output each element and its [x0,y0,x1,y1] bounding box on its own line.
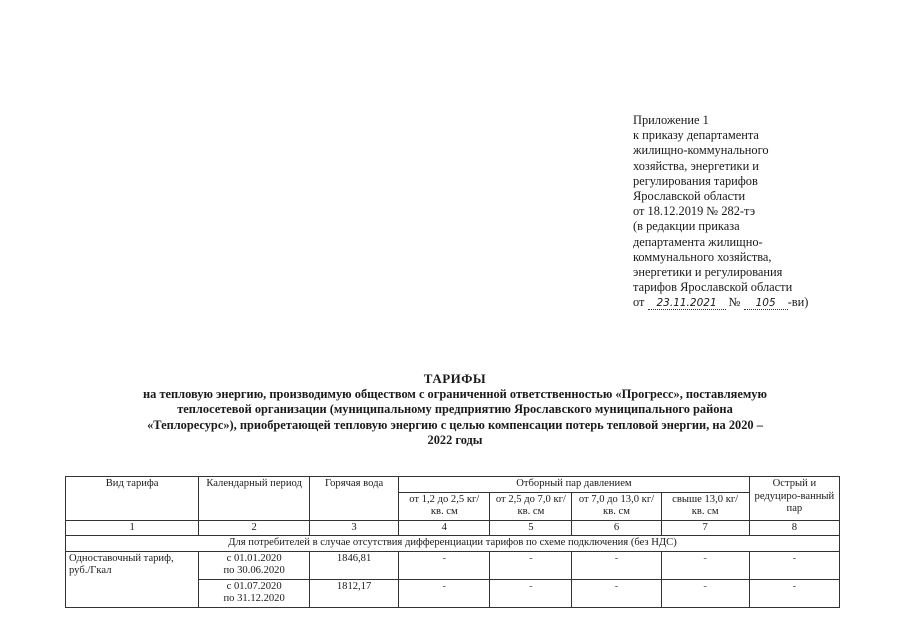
column-number: 3 [309,520,398,536]
pressure-4-value: - [661,551,749,579]
column-number: 1 [66,520,199,536]
appendix-block [633,113,893,311]
handwritten-number: 105 [744,297,788,310]
sharp-steam-value: - [749,579,839,607]
period-to: по 30.06.2020 [223,565,285,576]
sharp-steam-value: - [749,551,839,579]
column-number: 8 [749,520,839,536]
appendix-line: регулирования тарифов [633,173,758,188]
column-number: 7 [661,520,749,536]
pressure-1-value: - [399,551,490,579]
pressure-3-value: - [572,551,661,579]
pressure-2-value: - [490,579,572,607]
appendix-last-line [633,295,893,310]
appendix-prefix: от [633,295,645,310]
appendix-line: Приложение 1 [633,113,709,127]
appendix-line: департамента жилищно- [633,234,763,249]
period-from: с 01.07.2020 [226,580,282,592]
hot-water-value: 1846,81 [309,551,398,579]
appendix-line: жилищно-коммунального [633,143,769,158]
column-number: 2 [199,520,310,536]
header-pressure-2: от 2,5 до 7,0 кг/ кв. см [490,492,572,520]
document-title [60,371,850,449]
pressure-4-value: - [661,579,749,607]
header-steam-group: Отборный пар давлением [399,477,750,493]
appendix-line: коммунального хозяйства, [633,249,772,264]
column-number: 5 [490,520,572,536]
period-cell [199,551,310,579]
handwritten-date: 23.11.2021 [648,297,726,310]
hot-water-value: 1812,17 [309,579,398,607]
pressure-3-value: - [572,579,661,607]
appendix-line: энергетики и регулирования [633,265,783,280]
appendix-line: к приказу департамента [633,128,759,143]
pressure-2-value: - [490,551,572,579]
table-row [66,551,840,579]
header-pressure-4: свыше 13,0 кг/ кв. см [661,492,749,520]
appendix-line: Ярославской области [633,189,746,204]
table-header-row [66,477,840,493]
title-heading: ТАРИФЫ [423,371,487,386]
header-hot-water: Горячая вода [309,477,398,521]
tariff-name: Одноставочный тариф, руб./Гкал [66,551,199,607]
appendix-line: хозяйства, энергетики и [633,158,759,173]
title-line: «Теплоресурс»), приобретающей тепловую энергию с целью компенсации потерь тепловой энергии, на 2020 – [147,417,763,432]
title-line: 2022 годы [427,433,483,447]
appendix-suffix: -ви) [787,295,809,310]
column-number: 6 [572,520,661,536]
section-label: Для потребителей в случае отсутствия дифференциации тарифов по схеме подключения (без НДС) [66,536,840,552]
column-number: 4 [399,520,490,536]
title-line: теплосетевой организации (муниципальному предприятию Ярославского муниципального района [177,402,733,416]
appendix-line: от 18.12.2019 № 282-тэ [633,204,756,219]
appendix-line: тарифов Ярославской области [633,280,793,295]
pressure-1-value: - [399,579,490,607]
tariff-table [65,476,840,608]
header-period: Календарный период [199,477,310,521]
section-row [66,536,840,552]
title-line: на тепловую энергию, производимую обществом с ограниченной ответственностью «Прогресс», поставляемую [143,386,767,401]
period-from: с 01.01.2020 [226,552,282,564]
number-sign: № [728,295,741,310]
header-sharp-steam: Острый и редуциро-ванный пар [749,477,839,521]
header-tariff-type: Вид тарифа [66,477,199,521]
column-numbers-row [66,520,840,536]
appendix-line: (в редакции приказа [633,219,740,234]
period-to: по 31.12.2020 [223,593,285,604]
period-cell [199,579,310,607]
header-pressure-1: от 1,2 до 2,5 кг/ кв. см [399,492,490,520]
header-pressure-3: от 7,0 до 13,0 кг/ кв. см [572,492,661,520]
